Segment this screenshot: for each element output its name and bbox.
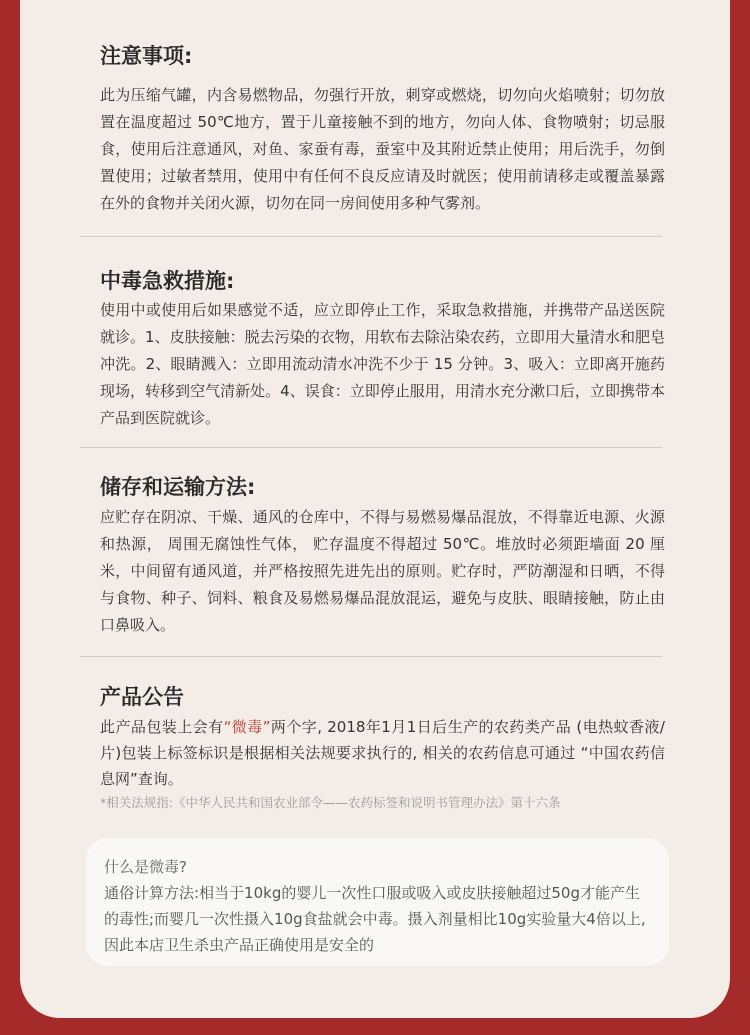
- precautions-title: 注意事项:: [100, 44, 193, 68]
- faq-box: [86, 838, 669, 966]
- announcement-title: 产品公告: [100, 685, 184, 709]
- first-aid-title: 中毒急救措施:: [100, 269, 235, 293]
- faq-answer: 通俗计算方法:相当于10kg的婴儿一次性口服或吸入或皮肤接触超过50g才能产生的毒性;而婴几一次性摄入10g食盐就会中毒。摄入剂量相比10g实验量大4倍以上,因此本店卫生杀虫产品正确使用是安全的: [104, 884, 646, 954]
- content-card: [20, 0, 730, 1018]
- faq-question: 什么是微毒?: [104, 858, 187, 876]
- first-aid-text: 使用中或使用后如果感觉不适，应立即停止工作，采取急救措施，并携带产品送医院就诊。1、皮肤接触：脱去污染的衣物，用软布去除沾染农药，立即用大量清水和肥皂冲洗。2、眼睛溅入：立即用流动清水冲洗不少于 15 分钟。3、吸入：立即离开施药现场，转移到空气清新处。4、误食：立即停止服用，用清水充分漱口后，立即携带本产品到医院就诊。: [100, 301, 665, 427]
- announcement-text: [100, 714, 665, 792]
- precautions-text: 此为压缩气罐，内含易燃物品，勿强行开放，刺穿或燃烧，切勿向火焰喷射；切勿放置在温度超过 50℃地方，置于儿童接触不到的地方，勿向人体、食物喷射；切忌服食，使用后注意通风，对鱼、家蚕有毒，蚕室中及其附近禁止使用；用后洗手，勿倒置使用；过敏者禁用，使用中有任何不良反应请及时就医；使用前请移走或覆盖暴露在外的食物并关闭火源，切勿在同一房间使用多种气雾剂。: [100, 86, 665, 212]
- storage-title: 储存和运输方法:: [100, 475, 256, 499]
- announcement-text-before: 此产品包装上会有: [100, 718, 224, 736]
- divider: [80, 236, 662, 237]
- announcement-highlight: “微毒”: [223, 718, 271, 736]
- divider: [80, 656, 662, 657]
- regulation-note: *相关法规指:《中华人民共和国农业部令——农药标签和说明书管理办法》第十六条: [100, 795, 561, 810]
- storage-text: 应贮存在阴凉、干燥、通风的仓库中，不得与易燃易爆品混放，不得靠近电源、火源和热源， 周围无腐蚀性气体， 贮存温度不得超过 50℃。堆放时必须距墙面 20 厘米，中间留有通风道，并严格按照先进先出的原则。贮存时，严防潮湿和日晒，不得与食物、种子、饲料、粮食及易燃易爆品混放混运，避免与皮肤、眼睛接触，防止由口鼻吸入。: [100, 508, 665, 634]
- divider: [80, 447, 662, 448]
- announcement-text-after: 两个字, 2018年1月1日后生产的农药类产品 (电热蚊香液/片)包装上标签标识是根据相关法规要求执行的, 相关的农药信息可通过 “中国农药信息网”查询。: [100, 718, 665, 788]
